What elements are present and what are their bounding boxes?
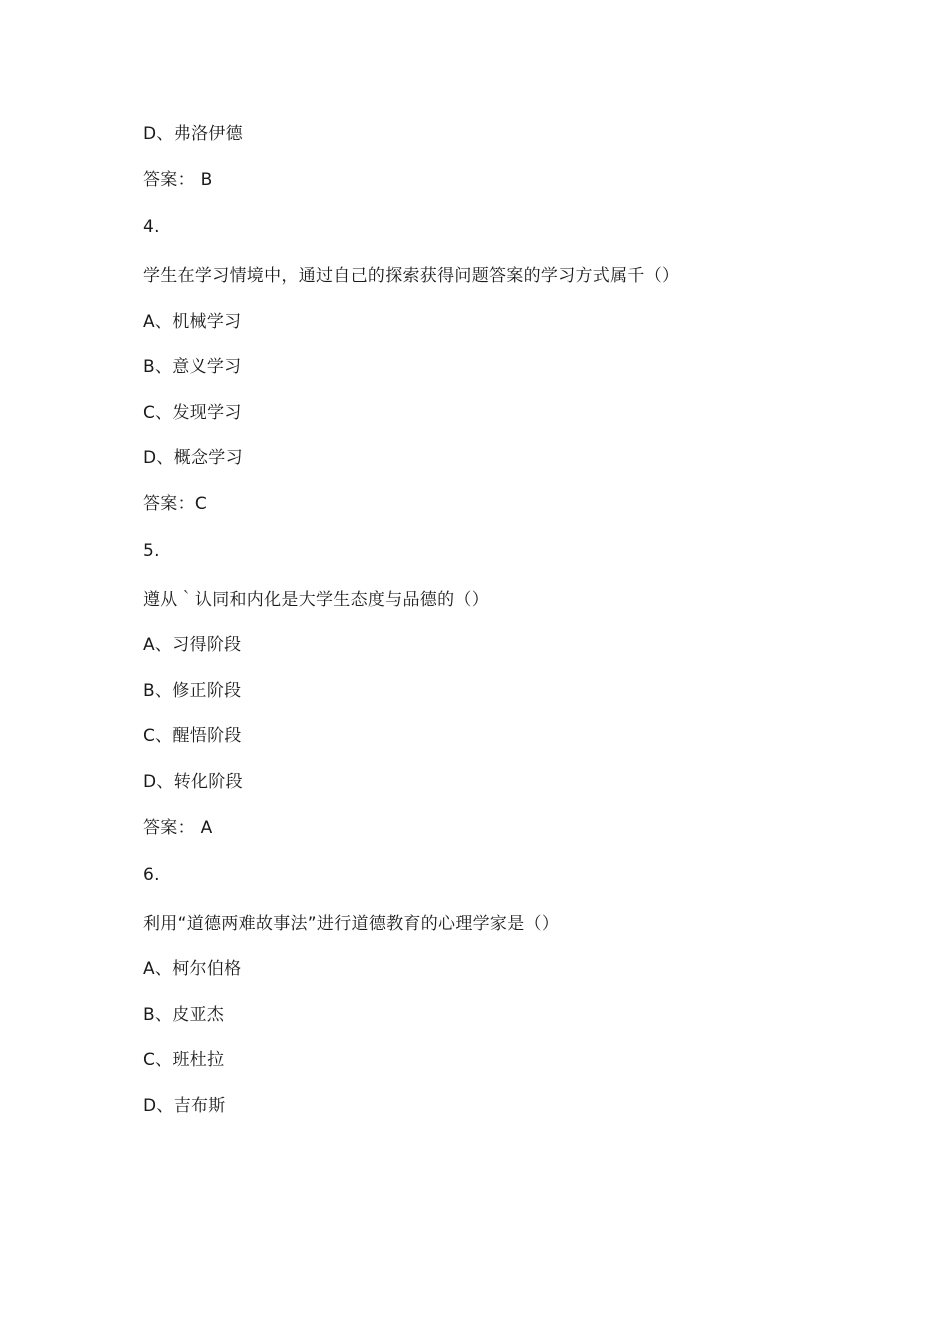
option-d-q3: D、弗洛伊德 [143,124,243,144]
option-d-q4: D、概念学习 [143,448,243,468]
option-d-q5: D、转化阶段 [143,772,243,792]
answer-q3: 答案： B [143,170,213,190]
option-c-q5: C、醒悟阶段 [143,726,242,746]
option-b-q4: B、意义学习 [143,357,242,377]
question-text-4: 学生在学习情境中，通过自己的探索获得问题答案的学习方式属千（） [143,266,680,286]
question-number-6: 6. [143,865,160,885]
option-b-q5: B、修正阶段 [143,681,242,701]
answer-q4: 答案：C [143,494,208,514]
question-text-5: 遵从｀认同和内化是大学生态度与品德的（） [143,590,489,610]
answer-q5: 答案： A [143,818,213,838]
option-d-q6: D、吉布斯 [143,1096,226,1116]
option-a-q5: A、习得阶段 [143,635,242,655]
option-b-q6: B、皮亚杰 [143,1005,225,1025]
question-text-6: 利用“道德两难故事法”进行道德教育的心理学家是（） [143,914,560,934]
option-a-q6: A、柯尔伯格 [143,959,242,979]
option-a-q4: A、机械学习 [143,312,242,332]
option-c-q6: C、班杜拉 [143,1050,225,1070]
option-c-q4: C、发现学习 [143,403,242,423]
question-number-5: 5. [143,541,160,561]
question-number-4: 4. [143,217,160,237]
